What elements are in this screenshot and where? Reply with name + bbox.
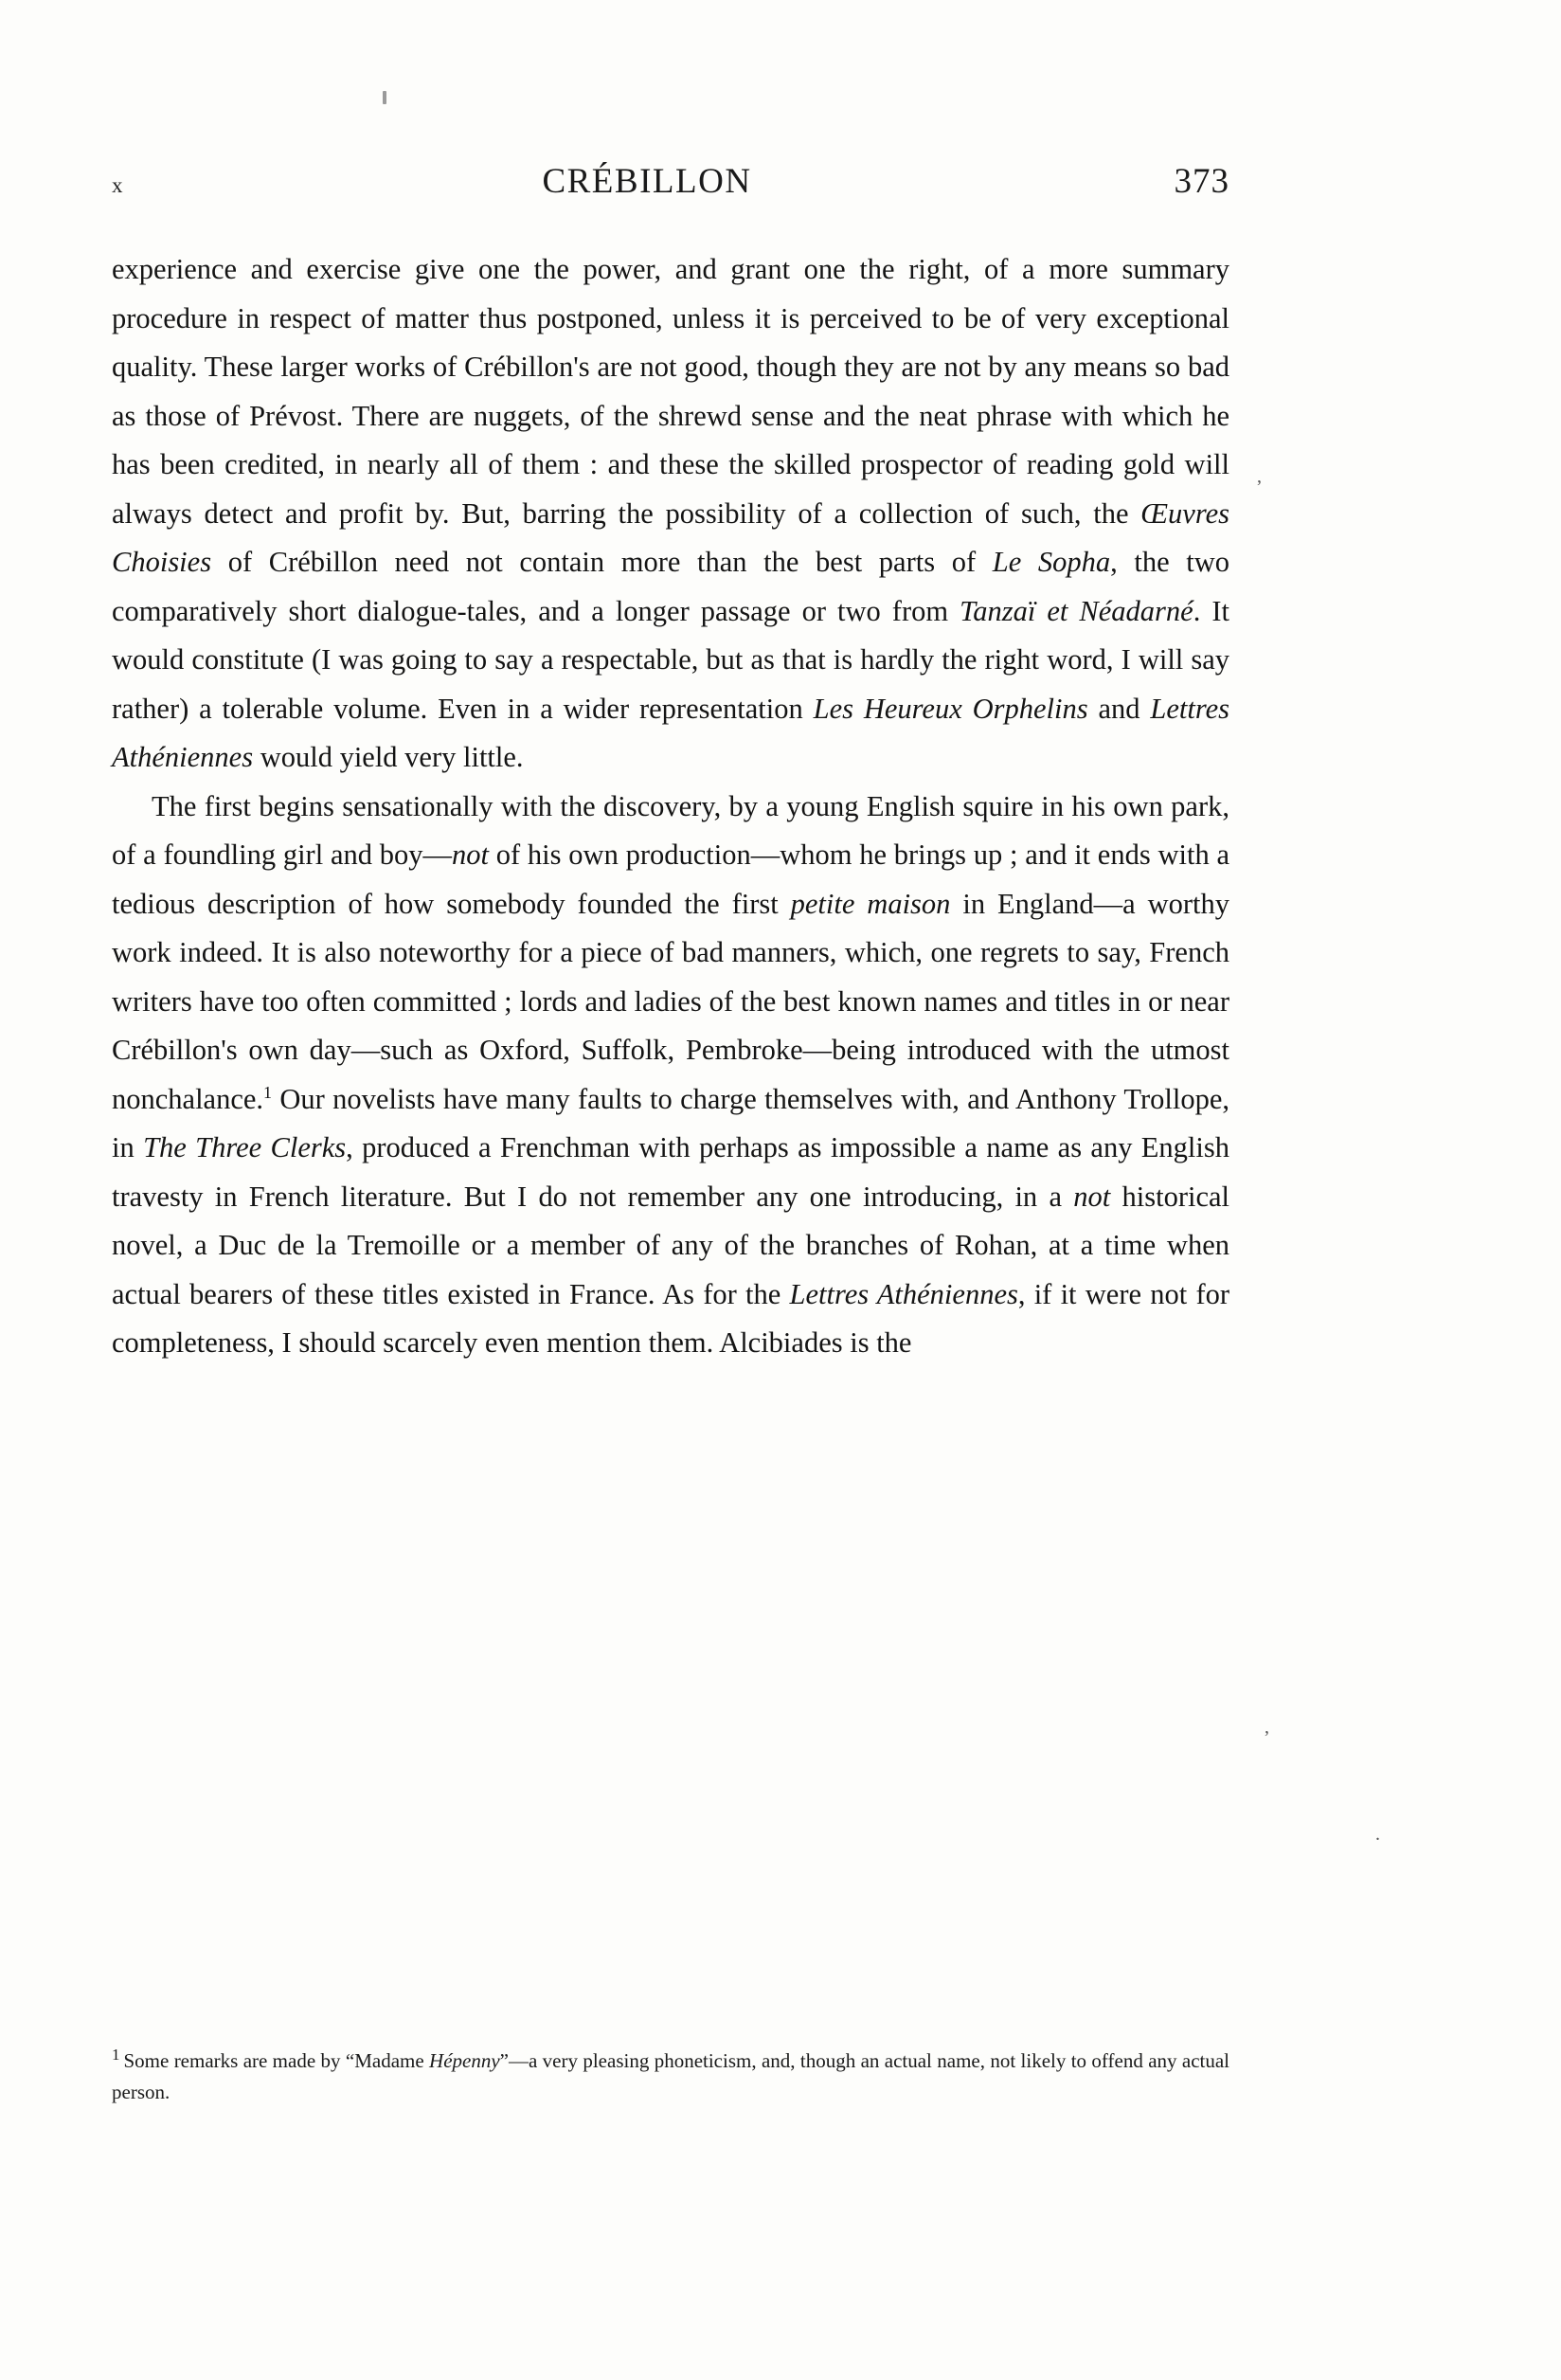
para1-seg-e: and [1087, 692, 1151, 725]
title-tanzai-et-neadarne: Tanzaï et Néadarné [960, 594, 1193, 627]
page-number: 373 [1174, 162, 1229, 201]
title-lettres-atheniennes-2: Lettres Athéniennes [789, 1277, 1018, 1310]
para1-seg-c: , the two comparatively short dialogue-tales, and a longer passage or two from [112, 546, 1230, 627]
para2-seg-d: Our novelists have many faults to charge themselves with, and Anthony Trollope, in [112, 1082, 1229, 1163]
paragraph-2 [112, 783, 1229, 1368]
title-the-three-clerks: The Three Clerks [143, 1131, 347, 1163]
paragraph-1 [112, 245, 1229, 783]
footnote-text-a: Some remarks are made by “Madame [123, 2049, 430, 2072]
margin-mark-3: . [1375, 1824, 1380, 1845]
para2-seg-e: , produced a Frenchman with perhaps as impossible a name as any English travesty in French literature. But I do not remember any one introducing, in a [112, 1131, 1230, 1213]
para2-seg-a: The first begins sensationally with the discovery, by a young English squire in his own park, of a foundling girl and boy— [112, 789, 1229, 871]
margin-mark-1: , [1257, 466, 1262, 487]
page-header [112, 161, 1229, 202]
para1-seg-b: of Crébillon need not contain more than the best parts of [211, 546, 993, 578]
emphasis-not-1: not [452, 838, 489, 871]
body-text [112, 245, 1229, 1368]
page-speck [383, 91, 386, 104]
para1-seg-a: experience and exercise give one the power, and grant one the right, of a more summary procedure in respect of matter thus postponed, unless it is perceived to be of very exceptional quality. These larger works of Crébillon's are not good, though they are not by any means so bad as those of Prévost. There are nuggets, of the shrewd sense and the neat phrase with which he has been credited, in nearly all of them : and these the skilled prospector of reading gold will always detect and profit by. But, barring the possibility of a collection of such, the [112, 253, 1229, 530]
footnote-text-b: ”—a very pleasing phoneticism, and, though an actual name, not likely to offend any actual person. [112, 2049, 1229, 2103]
para1-seg-d: . It would constitute (I was going to say a respectable, but as that is hardly the right word, I will say rather) a tolerable volume. Even in a wider representation [112, 594, 1229, 725]
footnote-name-hepenny: Hépenny [429, 2049, 500, 2072]
para2-seg-c: in England—a worthy work indeed. It is also noteworthy for a piece of bad manners, which, one regrets to say, French writers have too often committed ; lords and ladies of the best known names and titles in or near Crébillon's own day—such as Oxford, Suffolk, Pembroke—being introduced with the utmost nonchalance. [112, 887, 1230, 1115]
para1-seg-f: would yield very little. [253, 741, 524, 773]
phrase-petite-maison: petite maison [790, 887, 951, 920]
running-title: CRÉBILLON [542, 162, 752, 201]
emphasis-not-2: not [1073, 1180, 1111, 1213]
title-les-heureux-orphelins: Les Heureux Orphelins [813, 692, 1088, 725]
title-lettres-atheniennes-1: Lettres Athéniennes [112, 692, 1229, 773]
footnote-block [112, 2039, 1229, 2108]
title-le-sopha: Le Sopha [992, 546, 1111, 578]
footnote-marker: 1 [112, 2046, 120, 2064]
title-oeuvres-choisies: Œuvres Choisies [112, 496, 1229, 578]
chapter-mark: x [112, 173, 123, 197]
para2-seg-b: of his own production—whom he brings up ; and it ends with a tedious description of how somebody founded the first [112, 838, 1229, 920]
para2-seg-f: historical novel, a Duc de la Tremoille or a member of any of the branches of Rohan, at a time when actual bearers of these titles existed in France. As for the [112, 1180, 1229, 1310]
para2-seg-g: , if it were not for completeness, I should scarcely even mention them. Alcibiades is the [112, 1277, 1230, 1359]
margin-mark-2: , [1265, 1717, 1269, 1738]
page-content [112, 161, 1229, 1368]
footnote-reference[interactable]: 1 [263, 1082, 273, 1102]
